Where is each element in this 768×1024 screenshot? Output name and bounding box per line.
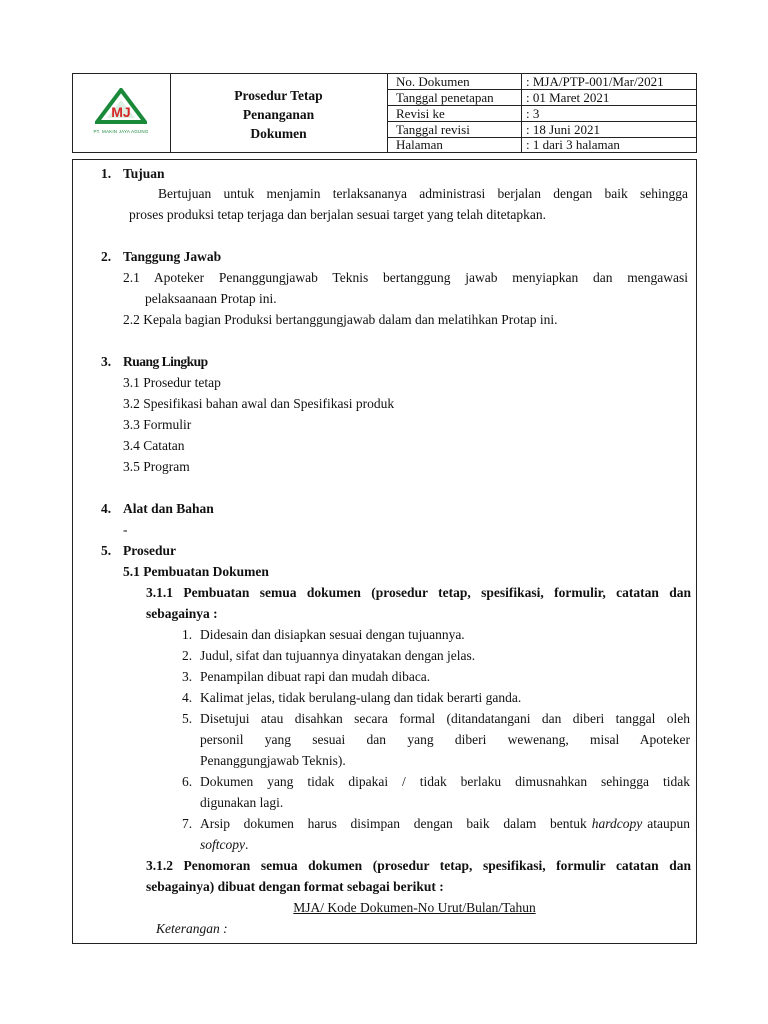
alat-bahan-content: - — [123, 522, 128, 537]
ruang-lingkup-item: 3.4 Catatan — [123, 438, 185, 453]
subsection-3-1-1-cont: sebagainya : — [146, 606, 218, 621]
logo-letters: MJ — [111, 104, 131, 120]
list-item-7: Arsip dokumen harus disimpan dengan baik dalam bentuk hardcopy ataupun — [200, 816, 690, 831]
logo-triangle-icon — [95, 88, 147, 128]
document-number-format: MJA/ Kode Dokumen-No Urut/Bulan/Tahun — [293, 900, 536, 915]
list-item-2: Judul, sifat dan tujuannya dinyatakan dengan jelas. — [200, 648, 476, 663]
list-number: 1. — [182, 627, 193, 642]
list-item-5: Disetujui atau disahkan secara formal (ditandatangani dan diberi tanggal oleh — [200, 711, 690, 726]
section-title-ruang-lingkup: Ruang Lingkup — [123, 354, 208, 369]
section-title-prosedur: Prosedur — [123, 543, 176, 558]
value-tanggal-penetapan: : 01 Maret 2021 — [526, 90, 610, 105]
ruang-lingkup-item: 3.3 Formulir — [123, 417, 192, 432]
label-revisi: Revisi ke — [396, 106, 445, 121]
list-item-3: Penampilan dibuat rapi dan mudah dibaca. — [200, 669, 431, 684]
value-revisi: : 3 — [526, 106, 540, 121]
section-title-alat-bahan: Alat dan Bahan — [123, 501, 214, 516]
value-halaman: : 1 dari 3 halaman — [526, 137, 620, 152]
list-item-1: Didesain dan disiapkan sesuai dengan tujuannya. — [200, 627, 465, 642]
list-number: 2. — [182, 648, 193, 663]
label-halaman: Halaman — [396, 137, 443, 152]
subsection-pembuatan-dokumen: 5.1 Pembuatan Dokumen — [123, 564, 269, 579]
document-title: Prosedur Tetap Penanganan Dokumen — [234, 88, 323, 141]
label-no-dokumen: No. Dokumen — [396, 74, 470, 89]
tanggung-jawab-item-2: 2.2 Kepala bagian Produksi bertanggungjawab dalam dan melatihkan Protap ini. — [123, 312, 558, 327]
list-item-6-cont: digunakan lagi. — [200, 795, 284, 810]
list-number: 5. — [182, 711, 193, 726]
section-number: 4. — [101, 501, 112, 516]
label-tanggal-revisi: Tanggal revisi — [396, 122, 470, 137]
list-number: 3. — [182, 669, 193, 684]
list-item-7-cont: softcopy. — [200, 837, 249, 852]
document-header-table — [72, 73, 697, 153]
tanggung-jawab-item-1: 2.1 Apoteker Penanggungjawab Teknis bertanggung jawab menyiapkan dan mengawasi — [123, 270, 688, 285]
tujuan-text-line2: proses produksi tetap terjaga dan berjalan sesuai target yang telah ditetapkan. — [129, 207, 546, 222]
list-item-4: Kalimat jelas, tidak berulang-ulang dan tidak berarti ganda. — [200, 690, 522, 705]
section-title-tujuan: Tujuan — [123, 166, 165, 181]
section-number: 3. — [101, 354, 112, 369]
keterangan-label: Keterangan : — [156, 921, 228, 936]
section-title-tanggung-jawab: Tanggung Jawab — [123, 249, 222, 264]
list-item-5-cont: personil yang sesuai dan yang diberi wewenang, misal Apoteker — [200, 732, 690, 747]
section-number: 5. — [101, 543, 112, 558]
tanggung-jawab-item-1-cont: pelaksaanaan Protap ini. — [145, 291, 277, 306]
subsection-3-1-2: 3.1.2 Penomoran semua dokumen (prosedur tetap, spesifikasi, formulir catatan dan — [146, 858, 691, 873]
list-number: 4. — [182, 690, 193, 705]
document-body — [72, 159, 697, 944]
list-item-6: Dokumen yang tidak dipakai / tidak berlaku dimusnahkan sehingga tidak — [200, 774, 690, 789]
ruang-lingkup-item: 3.1 Prosedur tetap — [123, 375, 221, 390]
list-number: 6. — [182, 774, 193, 789]
list-number: 7. — [182, 816, 193, 831]
tujuan-text-line1: Bertujuan untuk menjamin terlaksananya administrasi berjalan dengan baik sehingga — [158, 186, 688, 201]
subsection-3-1-2-cont: sebagainya) dibuat dengan format sebagai berikut : — [146, 879, 444, 894]
company-name: PT. MAKIN JAYA AGUNG — [93, 129, 149, 134]
ruang-lingkup-item: 3.5 Program — [123, 459, 190, 474]
section-number: 1. — [101, 166, 112, 181]
value-tanggal-revisi: : 18 Juni 2021 — [526, 122, 601, 137]
ruang-lingkup-item: 3.2 Spesifikasi bahan awal dan Spesifikasi produk — [123, 396, 395, 411]
value-no-dokumen: : MJA/PTP-001/Mar/2021 — [526, 74, 664, 89]
list-item-5-cont: Penanggungjawab Teknis). — [200, 753, 346, 768]
subsection-3-1-1: 3.1.1 Pembuatan semua dokumen (prosedur tetap, spesifikasi, formulir, catatan dan — [146, 585, 691, 600]
label-tanggal-penetapan: Tanggal penetapan — [396, 90, 494, 105]
company-logo — [77, 88, 165, 142]
section-number: 2. — [101, 249, 112, 264]
